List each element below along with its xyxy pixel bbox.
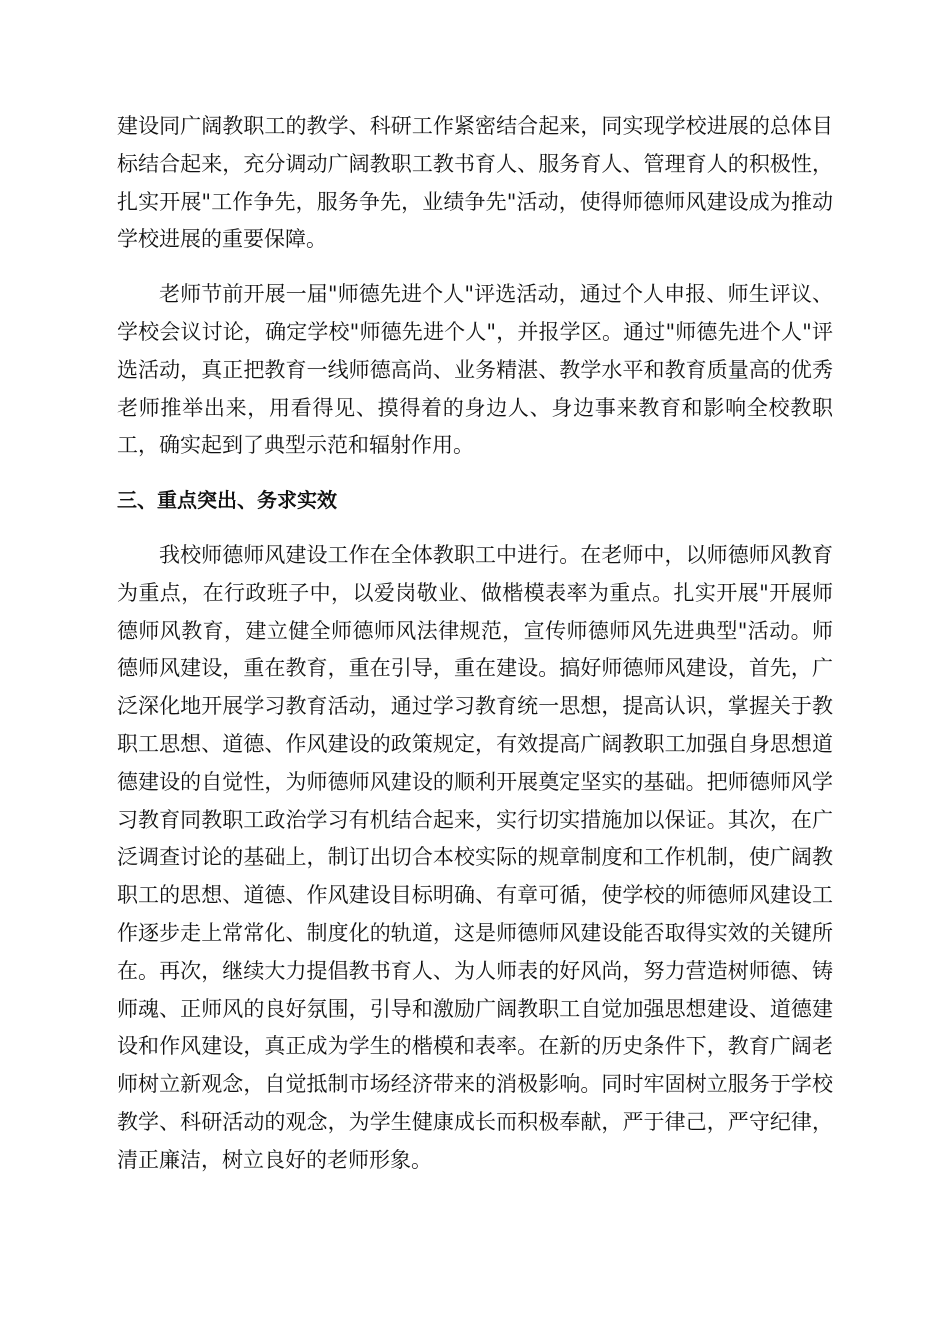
body-paragraph-1: 建设同广阔教职工的教学、科研工作紧密结合起来，同实现学校进展的总体目标结合起来，充分调动广阔教职工教书育人、服务育人、管理育人的积极性，扎实开展"工作争先，服务争先，业绩争先"活动，使得师德师风建设成为推动学校进展的重要保障。 xyxy=(117,114,833,252)
paragraph-spacer xyxy=(117,520,833,537)
body-paragraph-3: 我校师德师风建设工作在全体教职工中进行。在老师中，以师德师风教育为重点，在行政班子中，以爱岗敬业、做楷模表率为重点。扎实开展"开展师德师风教育，建立健全师德师风法律规范，宣传师德师风先进典型"活动。师德师风建设，重在教育，重在引导，重在建设。搞好师德师风建设，首先，广泛深化地开展学习教育活动，通过学习教育统一思想，提高认识，掌握关于教职工思想、道德、作风建设的政策规定，有效提高广阔教职工加强自身思想道德建设的自觉性，为师德师风建设的顺利开展奠定坚实的基础。把师德师风学习教育同教职工政治学习有机结合起来，实行切实措施加以保证。其次，在广泛调查讨论的基础上，制订出切合本校实际的规章制度和工作机制，使广阔教职工的思想、道德、作风建设目标明确、有章可循，使学校的师德师风建设工作逐步走上常常化、制度化的轨道，这是师德师风建设能否取得实效的关键所在。再次，继续大力提倡教书育人、为人师表的好风尚，努力营造树师德、铸师魂、正师风的良好氛围，引导和激励广阔教职工自觉加强思想建设、道德建设和作风建设，真正成为学生的楷模和表率。在新的历史条件下，教育广阔老师树立新观念，自觉抵制市场经济带来的消极影响。同时牢固树立服务于学校教学、科研活动的观念，为学生健康成长而积极奉献，严于律己，严守纪律，清正廉洁，树立良好的老师形象。 xyxy=(117,542,833,1172)
paragraph-spacer xyxy=(117,259,833,276)
body-paragraph-2: 老师节前开展一届"师德先进个人"评选活动，通过个人申报、师生评议、学校会议讨论，确定学校"师德先进个人"，并报学区。通过"师德先进个人"评选活动，真正把教育一线师德高尚、业务精湛、教学水平和教育质量高的优秀老师推举出来，用看得见、摸得着的身边人、身边事来教育和影响全校教职工，确实起到了典型示范和辐射作用。 xyxy=(117,282,833,458)
paragraph-spacer xyxy=(117,465,833,482)
section-heading: 三、重点突出、务求实效 xyxy=(117,488,337,513)
document-page xyxy=(117,108,833,1180)
